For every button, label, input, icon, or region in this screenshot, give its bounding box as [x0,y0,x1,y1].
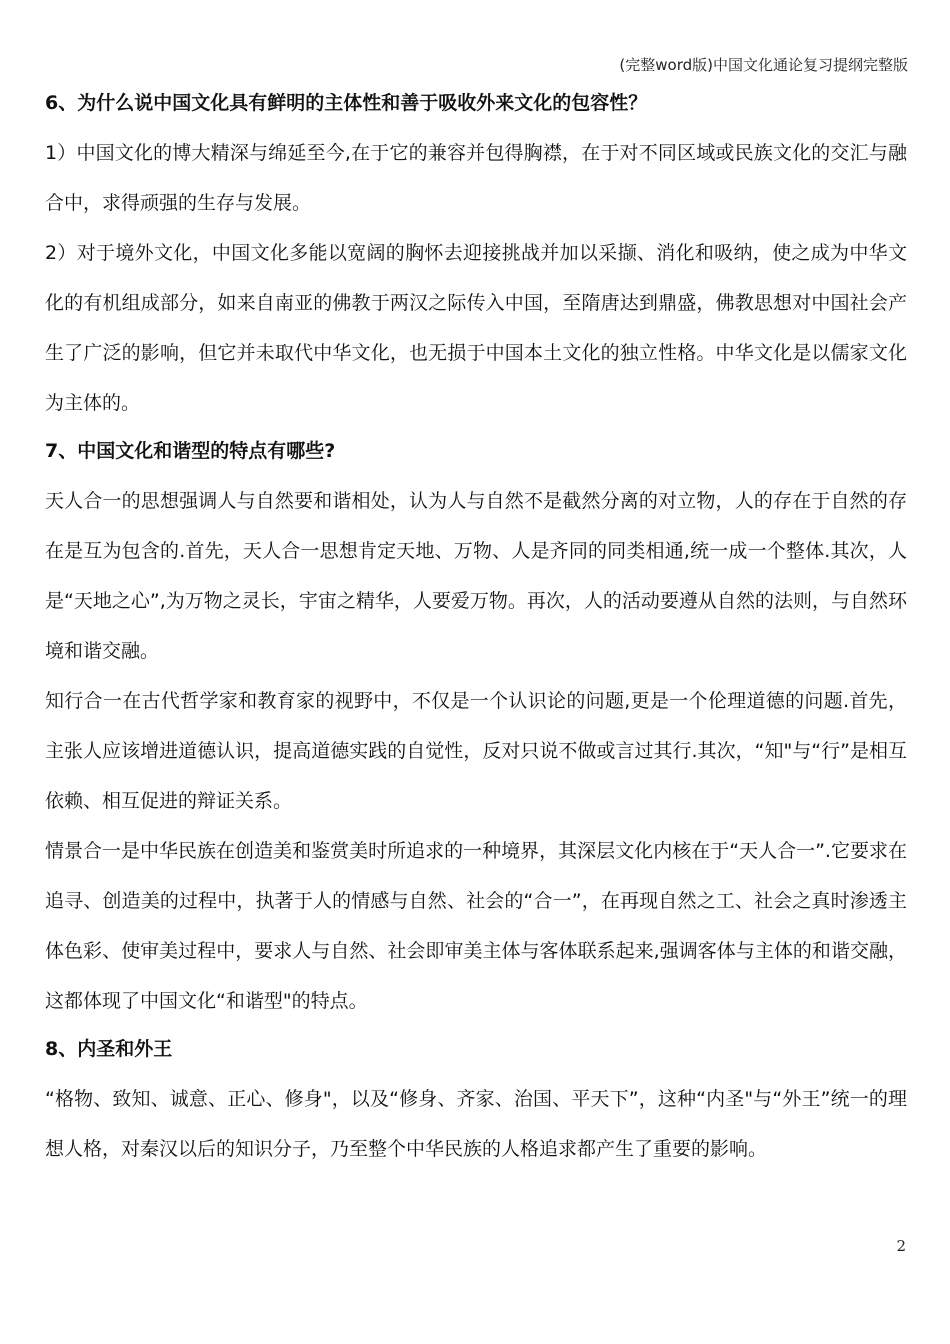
paragraph: 情景合一是中华民族在创造美和鉴赏美时所追求的一种境界，其深层文化内核在于“天人合一”.它要求在追寻、创造美的过程中，执著于人的情感与自然、社会的“合一”，在再现自然之工、社会之真时渗透主体色彩、使审美过程中，要求人与自然、社会即审美主体与客体联系起来,强调客体与主体的和谐交融，这都体现了中国文化“和谐型"的特点。 [45,840,907,1012]
section-heading-7: 7、中国文化和谐型的特点有哪些? [45,440,336,462]
document-header: (完整word版)中国文化通论复习提纲完整版 [619,56,908,74]
paragraph: 1）中国文化的博大精深与绵延至今,在于它的兼容并包得胸襟，在于对不同区域或民族文化的交汇与融合中，求得顽强的生存与发展。 [45,142,907,214]
paragraph: 2）对于境外文化，中国文化多能以宽阔的胸怀去迎接挑战并加以采撷、消化和吸纳，使之成为中华文化的有机组成部分，如来自南亚的佛教于两汉之际传入中国，至隋唐达到鼎盛，佛教思想对中国社会产生了广泛的影响，但它并未取代中华文化，也无损于中国本土文化的独立性格。中华文化是以儒家文化为主体的。 [45,242,907,414]
section-heading-6: 6、为什么说中国文化具有鲜明的主体性和善于吸收外来文化的包容性？ [45,92,648,114]
paragraph: 知行合一在古代哲学家和教育家的视野中，不仅是一个认识论的问题,更是一个伦理道德的问题.首先，主张人应该增进道德认识，提高道德实践的自觉性，反对只说不做或言过其行.其次，“知"与“行”是相互依赖、相互促进的辩证关系。 [45,690,907,812]
section-heading-8: 8、内圣和外王 [45,1038,173,1060]
paragraph: “格物、致知、诚意、正心、修身"，以及“修身、齐家、治国、平天下”，这种“内圣"与“外王”统一的理想人格，对秦汉以后的知识分子，乃至整个中华民族的人格追求都产生了重要的影响。 [45,1088,907,1160]
paragraph: 天人合一的思想强调人与自然要和谐相处，认为人与自然不是截然分离的对立物，人的存在于自然的存在是互为包含的.首先，天人合一思想肯定天地、万物、人是齐同的同类相通,统一成一个整体.其次，人是“天地之心”,为万物之灵长，宇宙之精华，人要爱万物。再次，人的活动要遵从自然的法则，与自然环境和谐交融。 [45,490,907,662]
page-number: 2 [896,1237,906,1255]
document-body [45,84,907,1174]
